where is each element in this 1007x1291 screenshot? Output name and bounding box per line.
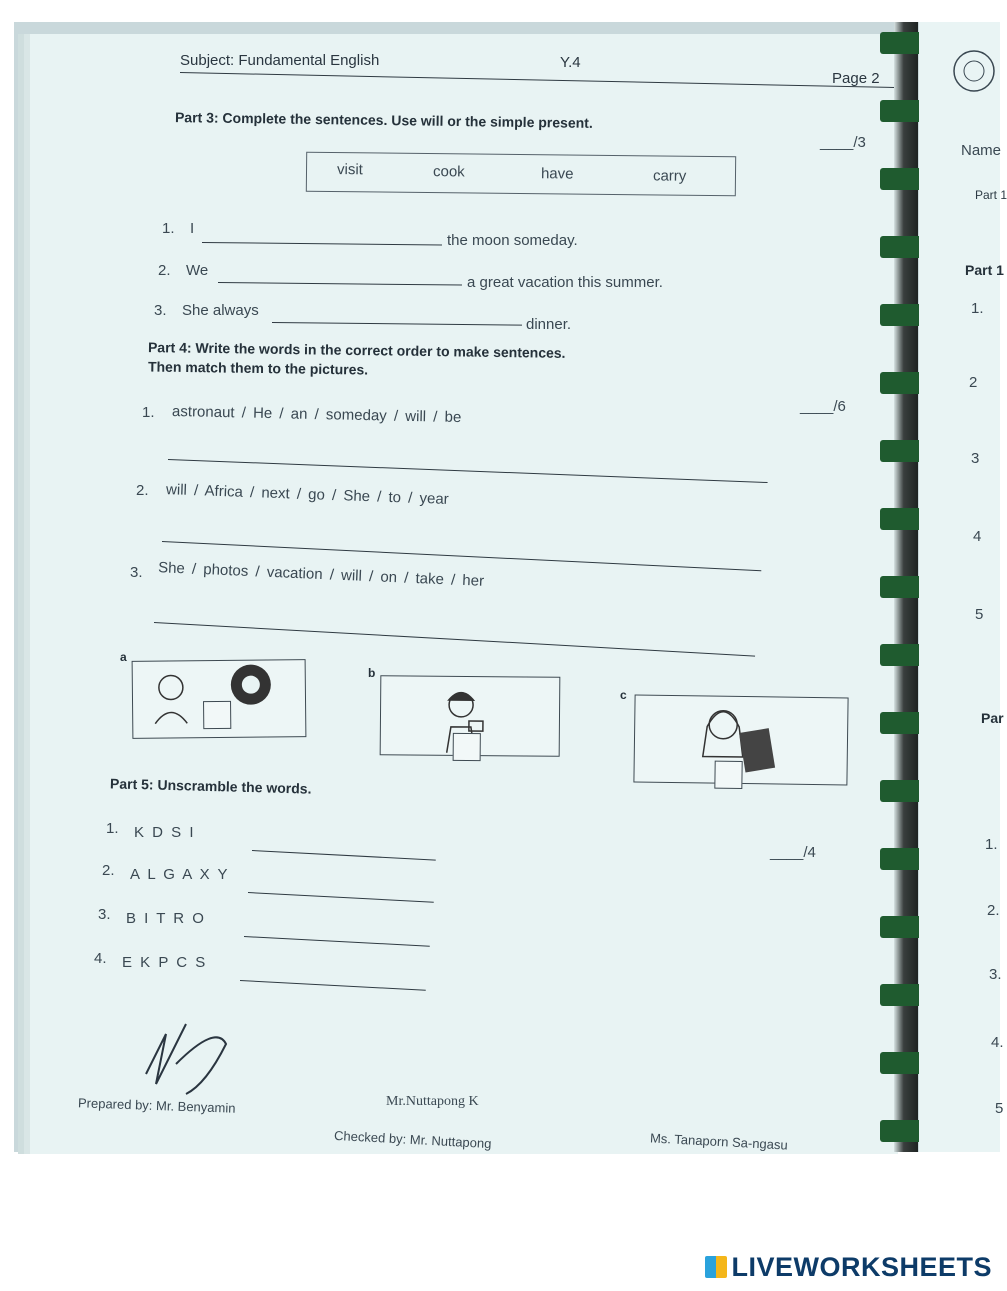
brand-text: LIVEWORKSHEETS <box>731 1252 992 1282</box>
item-number: 5 <box>995 1100 1004 1117</box>
page-number: Page 2 <box>832 70 880 87</box>
next-page-edge <box>919 22 1007 1152</box>
word-bank <box>306 152 736 197</box>
answer-line[interactable] <box>252 850 436 861</box>
part4-title: Part 4: Write the words in the correct order to make sentences. <box>147 339 566 361</box>
part-label: Part 1 <box>965 262 1004 278</box>
school-seal <box>949 46 999 96</box>
answer-blank[interactable] <box>202 242 442 246</box>
item-number: 2. <box>102 862 115 879</box>
picture-c <box>633 695 848 786</box>
word-bank-item: carry <box>652 167 687 185</box>
subject-label: Subject: Fundamental English <box>180 52 380 69</box>
stamp-name: Mr.Nuttapong K <box>386 1094 479 1109</box>
item-number: 2. <box>136 482 149 499</box>
sentence-end: the moon someday. <box>447 232 578 249</box>
item-number: 3 <box>971 450 980 467</box>
sentence-start: She always <box>182 302 259 319</box>
year-label: Y.4 <box>560 54 581 71</box>
scrambled-word: K D S I <box>134 824 196 841</box>
item-number: 1. <box>162 220 175 237</box>
answer-box[interactable] <box>203 701 231 729</box>
item-number: 1. <box>142 404 155 421</box>
signature-benyamin <box>126 1014 246 1104</box>
binding-spine <box>894 22 918 1152</box>
sentence-start: I <box>190 220 195 237</box>
sentence-start: We <box>186 262 209 279</box>
worksheet-photo <box>14 22 1007 1153</box>
part3-score: ____/3 <box>820 134 866 151</box>
item-number: 3. <box>154 302 167 319</box>
scrambled-sentence: will / Africa / next / go / She / to / year <box>165 481 449 508</box>
answer-blank[interactable] <box>218 282 462 286</box>
part5-title: Part 5: Unscramble the words. <box>109 775 312 797</box>
header-rule <box>180 72 900 88</box>
picture-a <box>132 659 307 739</box>
answer-line[interactable] <box>154 622 755 657</box>
scrambled-word: A L G A X Y <box>130 866 230 883</box>
item-number: 2 <box>969 374 978 391</box>
answer-line[interactable] <box>168 459 768 483</box>
part-label: Par <box>981 710 1004 726</box>
word-bank-item: have <box>540 165 574 183</box>
scrambled-word: E K P C S <box>122 954 208 971</box>
part5-score: ____/4 <box>770 844 816 861</box>
part3-title: Part 3: Complete the sentences. Use will or the simple present. <box>174 109 593 131</box>
item-number: 2. <box>158 262 171 279</box>
liveworksheets-icon <box>705 1256 727 1278</box>
answer-line[interactable] <box>244 936 430 947</box>
scrambled-sentence: astronaut / He / an / someday / will / be <box>171 402 462 427</box>
sentence-end: dinner. <box>526 316 572 333</box>
approved-by: Ms. Tanaporn Sa-ngasu <box>649 1130 789 1153</box>
item-number: 4 <box>973 528 982 545</box>
part4-score: ____/6 <box>800 398 846 415</box>
picture-label-c: c <box>620 688 627 702</box>
item-number: 3. <box>989 966 1002 983</box>
prepared-by: Prepared by: Mr. Benyamin <box>77 1095 236 1116</box>
word-bank-item: visit <box>336 161 363 179</box>
name-label: Name <box>961 142 1002 159</box>
picture-label-b: b <box>368 666 376 680</box>
item-number: 4. <box>94 950 107 967</box>
answer-line[interactable] <box>240 980 426 991</box>
answer-blank[interactable] <box>272 322 522 326</box>
worksheet-page <box>30 34 898 1154</box>
item-number: 3. <box>98 906 111 923</box>
item-number: 1. <box>985 836 998 853</box>
item-number: 2. <box>987 902 1000 919</box>
answer-line[interactable] <box>248 892 434 903</box>
scrambled-sentence: She / photos / vacation / will / on / take / her <box>157 559 485 590</box>
part4-subtitle: Then match them to the pictures. <box>147 358 369 378</box>
picture-b <box>380 675 561 757</box>
sentence-end: a great vacation this summer. <box>467 274 663 291</box>
liveworksheets-logo <box>705 1252 992 1283</box>
answer-box[interactable] <box>714 761 742 789</box>
picture-label-a: a <box>120 650 127 664</box>
item-number: 1. <box>971 300 984 317</box>
item-number: 1. <box>106 820 119 837</box>
checked-by: Checked by: Mr. Nuttapong <box>333 1127 492 1152</box>
item-number: 4. <box>991 1034 1004 1051</box>
item-number: 5 <box>975 606 984 623</box>
item-number: 3. <box>130 564 143 581</box>
scrambled-word: B I T R O <box>126 910 206 927</box>
word-bank-item: cook <box>432 163 465 181</box>
part-label: Part 1 <box>975 188 1007 202</box>
answer-box[interactable] <box>453 733 481 761</box>
